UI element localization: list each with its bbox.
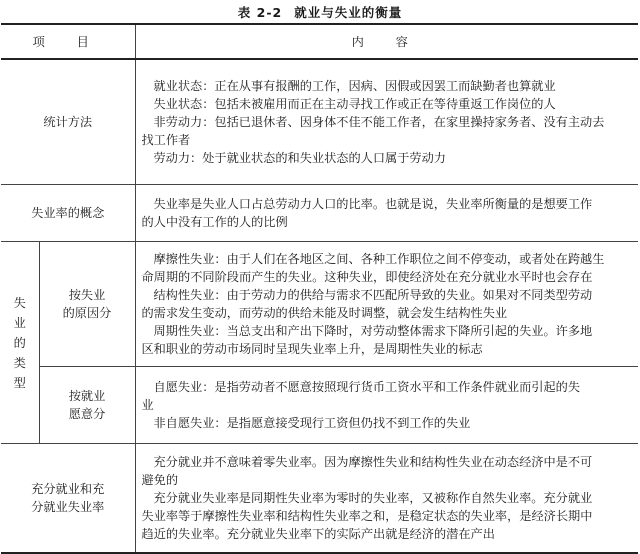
- row-content-full: [135, 444, 638, 554]
- row-content-rate: [135, 185, 638, 242]
- text-line: 就业状态：正在从事有报酬的工作，因病、因假或因罢工而缺勤者也算就业: [153, 79, 556, 93]
- text-line: 的人中没有工作的人的比例: [141, 215, 288, 229]
- row-label-types: [1, 242, 39, 444]
- text-line: 非劳动力：包括已退休者、因身体不佳不能工作者，在家里操持家务者、没有主动去: [153, 115, 605, 129]
- types-char: 业: [13, 315, 26, 330]
- types-char: 类: [13, 355, 26, 370]
- row-content-by-cause: [135, 242, 638, 367]
- label-line: 分就业失业率: [31, 500, 105, 514]
- row-label-full: [1, 444, 135, 554]
- table-title: 就业与失业的衡量: [294, 5, 403, 20]
- text-line: 业: [141, 398, 154, 412]
- table-caption: [0, 3, 640, 21]
- sub-label-by-cause: [39, 242, 135, 367]
- table-row: [1, 185, 638, 242]
- header-row: [1, 24, 638, 59]
- row-label-statistics: 统计方法: [1, 59, 135, 185]
- label-line: 充分就业和充: [31, 482, 105, 496]
- header-content: 内 容: [135, 24, 638, 59]
- text-line: 失业率等于摩擦性失业率和结构性失业率之和，是稳定状态的失业率，是经济长期中: [141, 509, 593, 523]
- measurement-table: [1, 23, 638, 554]
- text-line: 趋近的失业率。充分就业失业率下的实际产出就是经济的潜在产出: [141, 527, 495, 541]
- sub-label-by-will: [39, 367, 135, 444]
- text-line: 的需求发生变动，而劳动的供给未能及时调整，就会发生结构性失业: [141, 306, 508, 320]
- table-number: 表 2-2: [237, 5, 283, 20]
- sub-label-line: 愿意分: [68, 407, 106, 421]
- row-content-by-will: [135, 367, 638, 444]
- text-line: 失业状态：包括未被雇用而正在主动寻找工作或正在等待重返工作岗位的人: [153, 97, 556, 111]
- sub-label-line: 的原因分: [62, 306, 112, 320]
- types-char: 的: [13, 335, 26, 350]
- types-vertical-label: [11, 293, 29, 393]
- text-line: 区和职业的劳动市场同时呈现失业率上升，是周期性失业的标志: [141, 342, 483, 356]
- text-line: 充分就业失业率是同期性失业率为零时的失业率，又被称作自然失业率。充分就业: [153, 491, 593, 505]
- text-line: 自愿失业：是指劳动者不愿意按照现行货币工资水平和工作条件就业而引起的失: [153, 380, 581, 394]
- sub-label-line: 按就业: [68, 389, 106, 403]
- text-line: 避免的: [141, 473, 179, 487]
- sub-label-line: 按失业: [68, 288, 106, 302]
- text-line: 失业率是失业人口占总劳动力人口的比率。也就是说，失业率所衡量的是想要工作: [153, 197, 593, 211]
- text-line: 摩擦性失业：由于人们在各地区之间、各种工作职位之间不停变动，或者处在跨越生: [153, 252, 605, 266]
- table-row: [1, 242, 638, 367]
- types-char: 失: [13, 295, 26, 310]
- text-line: 命周期的不同阶段而产生的失业。这种失业，即使经济处在充分就业水平时也会存在: [141, 270, 593, 284]
- text-line: 周期性失业：当总支出和产出下降时，对劳动整体需求下降所引起的失业。许多地: [153, 324, 593, 338]
- text-line: 劳动力：处于就业状态的和失业状态的人口属于劳动力: [153, 151, 446, 165]
- table-row: [1, 444, 638, 554]
- text-line: 找工作者: [141, 133, 191, 147]
- types-char: 型: [13, 375, 26, 390]
- text-line: 结构性失业：由于劳动力的供给与需求不匹配所导致的失业。如果对不同类型劳动: [153, 288, 593, 302]
- text-line: 非自愿失业：是指愿意接受现行工资但仍找不到工作的失业: [153, 416, 471, 430]
- text-line: 充分就业并不意味着零失业率。因为摩擦性失业和结构性失业在动态经济中是不可: [153, 455, 593, 469]
- table-row: [1, 59, 638, 185]
- header-item: 项 目: [1, 24, 135, 59]
- table-row: [1, 367, 638, 444]
- row-label-rate: 失业率的概念: [1, 185, 135, 242]
- row-content-statistics: [135, 59, 638, 185]
